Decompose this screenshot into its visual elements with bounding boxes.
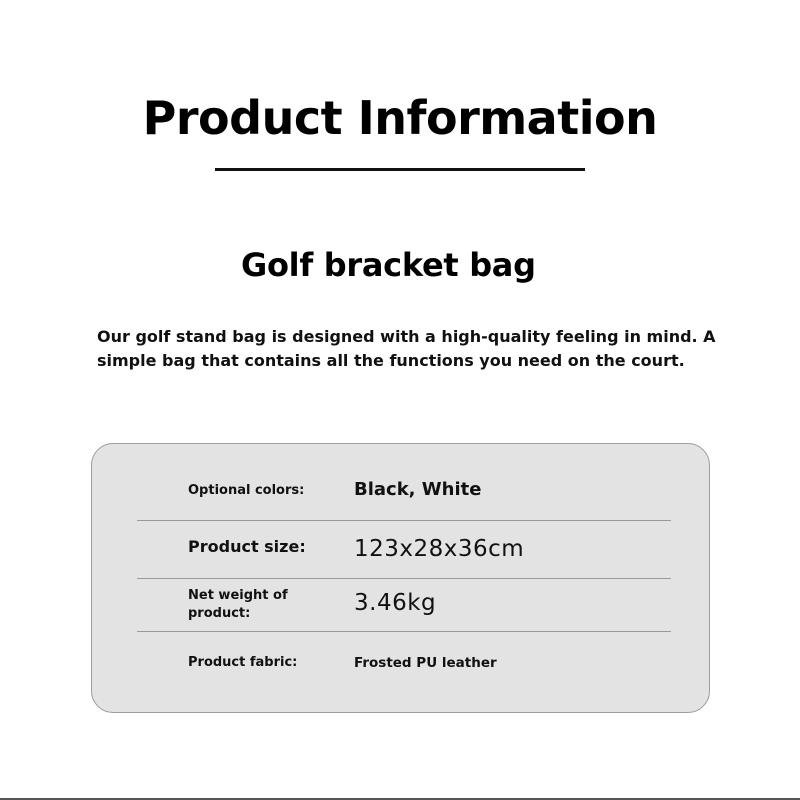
spec-divider — [137, 578, 671, 579]
spec-label-weight-line-2: product: — [188, 606, 251, 621]
description-line-1: Our golf stand bag is designed with a high-quality feeling in mind. A — [97, 327, 716, 346]
spec-value-colors: Black, White — [354, 479, 482, 500]
spec-label-fabric: Product fabric: — [188, 655, 298, 670]
spec-value-fabric: Frosted PU leather — [354, 655, 497, 671]
spec-label-size: Product size: — [188, 537, 306, 556]
spec-divider — [137, 631, 671, 632]
spec-label-colors: Optional colors: — [188, 483, 305, 498]
spec-card — [91, 443, 710, 713]
spec-value-weight: 3.46kg — [354, 590, 437, 616]
page-title: Product Information — [142, 91, 658, 145]
product-name: Golf bracket bag — [241, 246, 536, 284]
title-underline — [215, 168, 585, 171]
spec-value-size: 123x28x36cm — [354, 536, 525, 562]
spec-label-weight — [188, 587, 288, 623]
description-line-2: simple bag that contains all the functions you need on the court. — [97, 351, 685, 370]
spec-divider — [137, 520, 671, 521]
product-description — [97, 325, 727, 373]
spec-label-weight-line-1: Net weight of — [188, 588, 288, 603]
